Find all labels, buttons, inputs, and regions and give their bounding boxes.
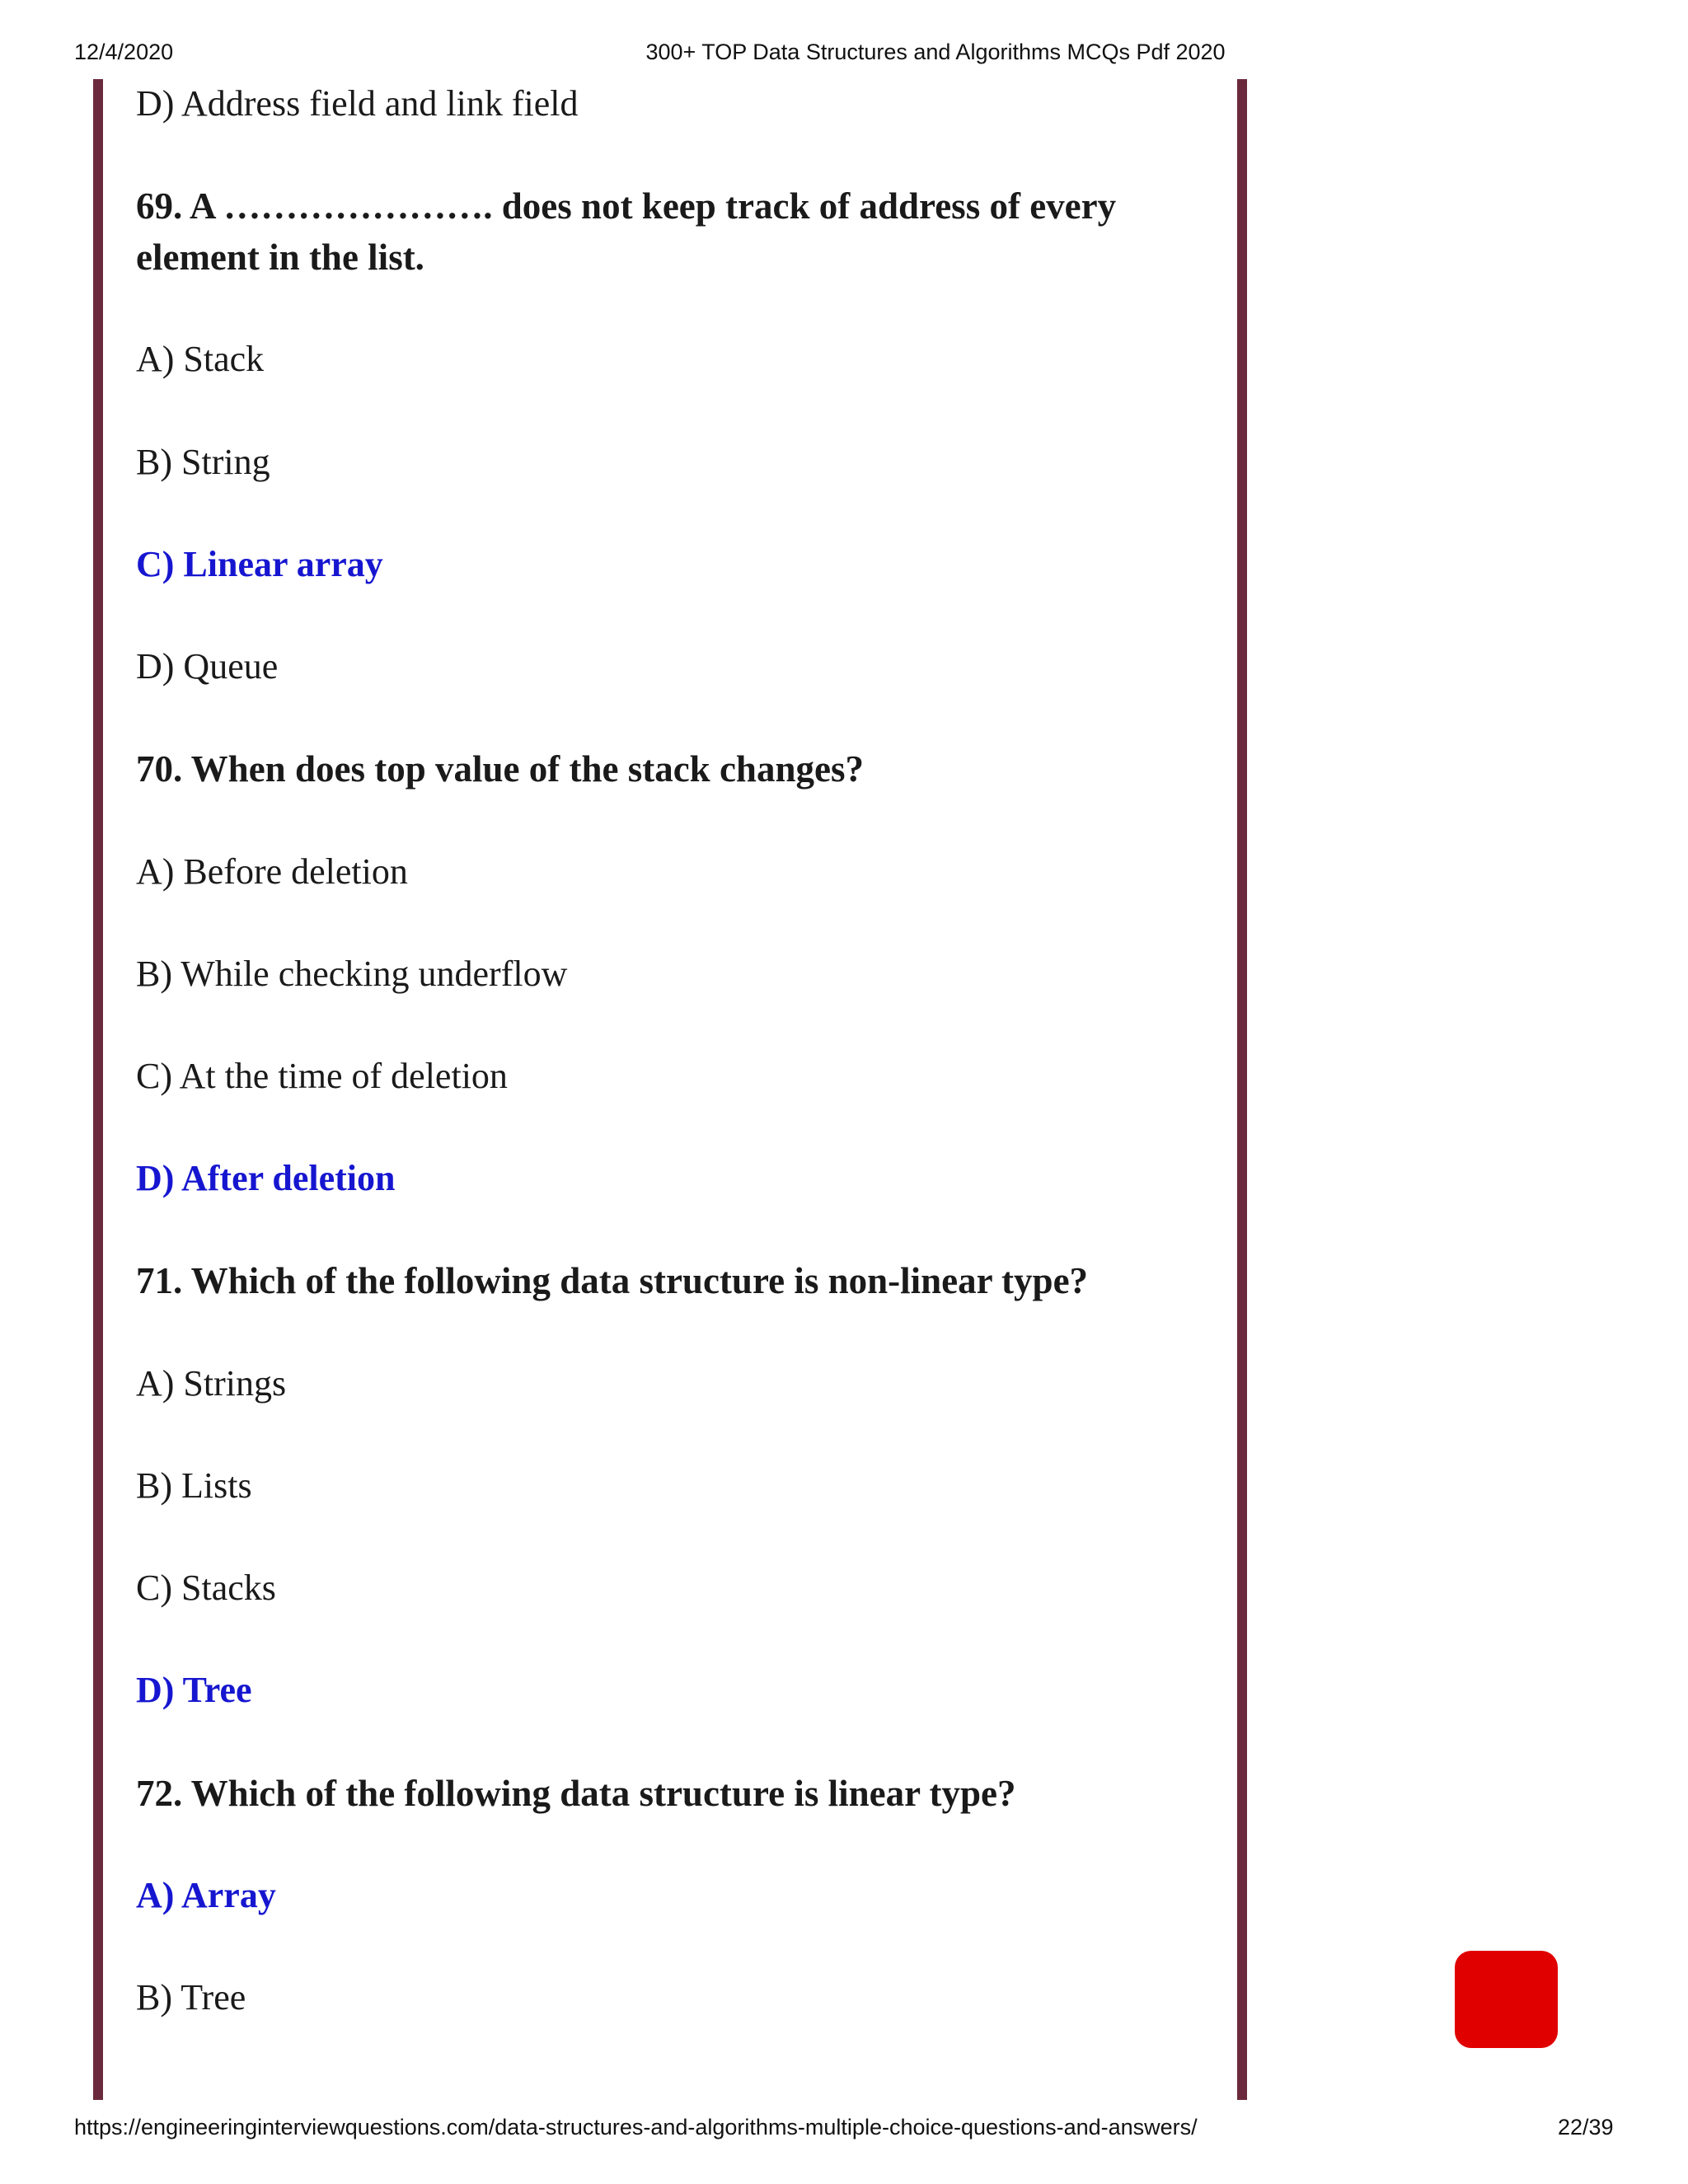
question-69: 69. A …………………. does not keep track of address of every: [136, 185, 1117, 227]
option-text: D) Queue: [136, 646, 279, 687]
correct-answer: D) Tree: [136, 1670, 252, 1710]
print-date: 12/4/2020: [74, 40, 174, 64]
correct-answer: C) Linear array: [136, 544, 383, 584]
option-text: C) Stacks: [136, 1568, 276, 1608]
option-text: B) Lists: [136, 1465, 252, 1506]
print-url: https://engineeringinterviewquestions.com/data-structures-and-algorithms-multiple-choice-questions-and-answers/: [74, 2115, 1198, 2139]
option-text: C) At the time of deletion: [136, 1056, 508, 1096]
question-69-cont: element in the list.: [136, 237, 424, 278]
correct-answer: A) Array: [136, 1875, 276, 1915]
option-text: B) String: [136, 442, 270, 482]
option-text: A) Before deletion: [136, 851, 408, 892]
option-text: D) Address field and link field: [136, 83, 579, 124]
question-70: 70. When does top value of the stack changes?: [136, 748, 864, 790]
option-text: B) While checking underflow: [136, 954, 568, 994]
correct-answer: D) After deletion: [136, 1158, 396, 1198]
page-number: 22/39: [1558, 2115, 1614, 2139]
print-title: 300+ TOP Data Structures and Algorithms MCQs Pdf 2020: [645, 40, 1226, 64]
option-text: B) Tree: [136, 1977, 246, 2018]
option-text: A) Strings: [136, 1363, 287, 1404]
question-71: 71. Which of the following data structure is non-linear type?: [136, 1260, 1089, 1301]
option-text: A) Stack: [136, 339, 265, 379]
floating-action-button[interactable]: [1455, 1951, 1558, 2048]
question-72: 72. Which of the following data structure is linear type?: [136, 1773, 1016, 1814]
